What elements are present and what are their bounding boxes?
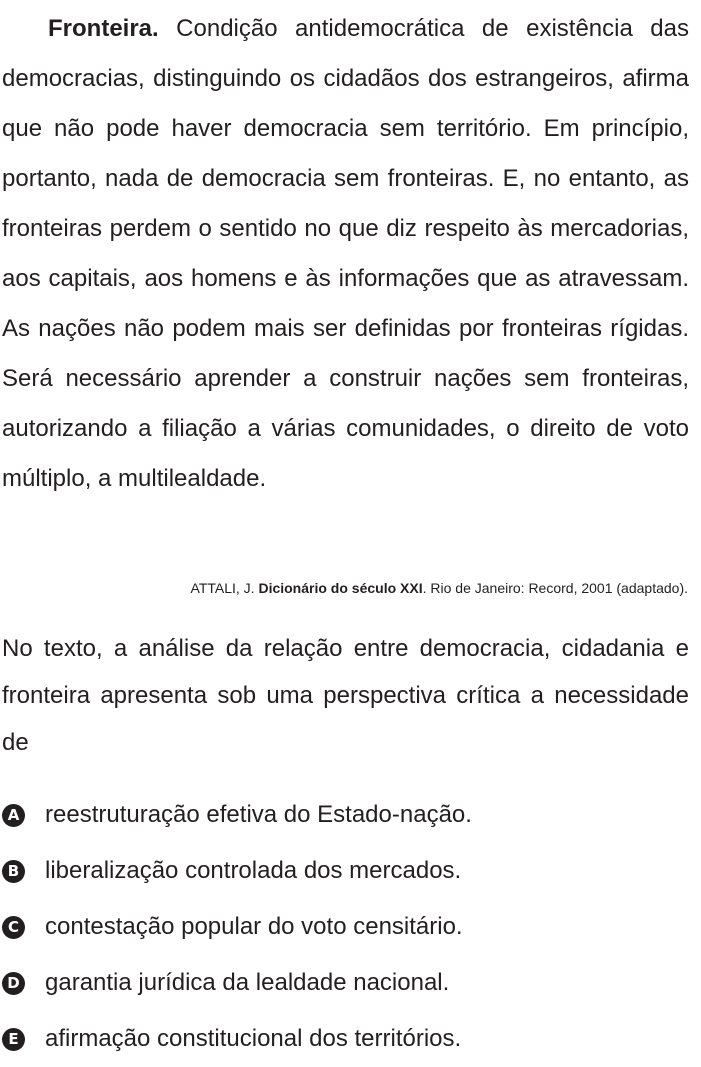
- option-b-letter-badge: B: [2, 860, 25, 883]
- option-e-text: afirmação constitucional dos territórios.: [45, 1025, 462, 1052]
- option-d[interactable]: [2, 955, 472, 1011]
- option-e[interactable]: [2, 1011, 472, 1067]
- citation-title: Dicionário do século XXI: [258, 580, 423, 596]
- passage-paragraph: [2, 4, 689, 504]
- option-a-letter-badge: A: [2, 804, 25, 827]
- option-c-text: contestação popular do voto censitário.: [45, 913, 463, 940]
- option-d-letter-badge: D: [2, 972, 25, 995]
- citation-author: ATTALI, J.: [190, 580, 259, 596]
- option-e-letter-badge: E: [2, 1028, 25, 1051]
- option-a-text: reestruturação efetiva do Estado-nação.: [45, 801, 472, 828]
- citation-details: . Rio de Janeiro: Record, 2001 (adaptado).: [422, 580, 688, 596]
- option-b-text: liberalização controlada dos mercados.: [45, 857, 462, 884]
- option-a[interactable]: [2, 787, 472, 843]
- source-citation: [191, 578, 688, 598]
- option-d-text: garantia jurídica da lealdade nacional.: [45, 969, 450, 996]
- passage-lead-term: Fronteira.: [48, 15, 159, 42]
- passage-body: Condição antidemocrática de existência das democracias, distinguindo os cidadãos dos estrangeiros, afirma que não pode haver democracia sem território. Em princípio, portanto, nada de democracia sem fronteiras. E, no entanto, as fronteiras perdem o sentido no que diz respeito às mercadorias, aos capitais, aos homens e às informações que as atravessam. As nações não podem mais ser definidas por fronteiras rígidas. Será necessário aprender a construir nações sem fronteiras, autorizando a filiação a várias comunidades, o direito de voto múltiplo, a multilealdade.: [2, 15, 689, 492]
- answer-options: [2, 787, 472, 1067]
- option-b[interactable]: [2, 843, 472, 899]
- option-c-letter-badge: C: [2, 916, 25, 939]
- question-stem: No texto, a análise da relação entre democracia, cidadania e fronteira apresenta sob uma perspectiva crítica a necessidade de: [2, 635, 689, 756]
- option-c[interactable]: [2, 899, 472, 955]
